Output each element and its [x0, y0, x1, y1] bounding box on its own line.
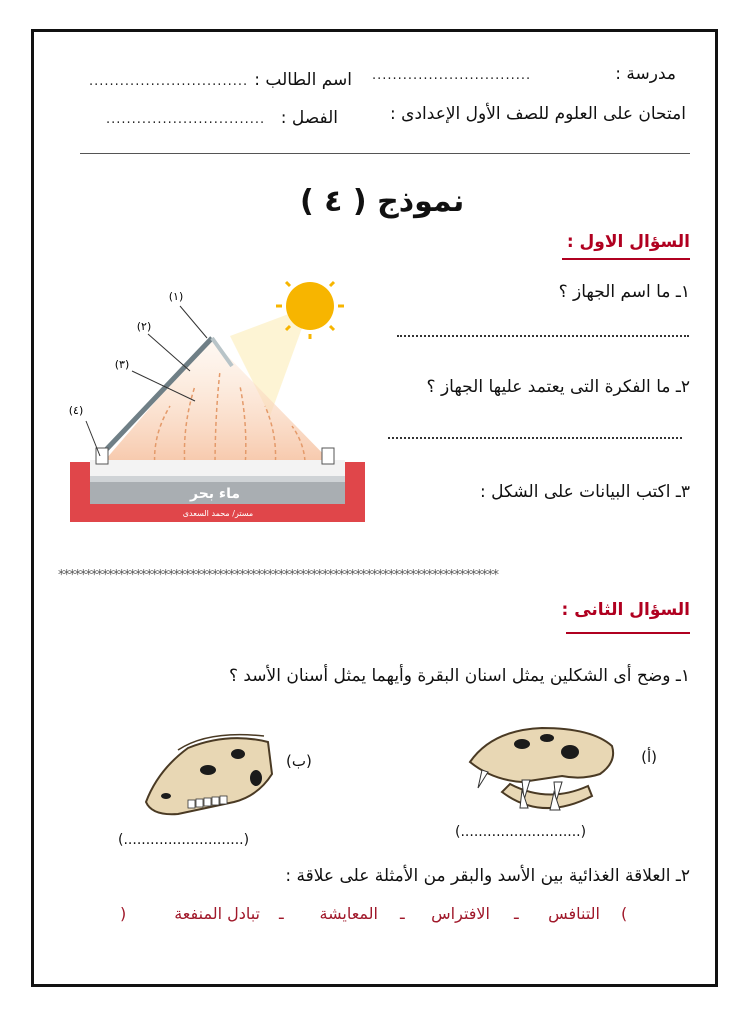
options-open-paren: (: [621, 904, 628, 923]
header-divider: [80, 153, 690, 154]
exam-label: امتحان على العلوم للصف الأول الإعدادى :: [390, 104, 686, 124]
q1-item-1: ١ـ ما اسم الجهاز ؟: [558, 282, 690, 302]
option-mutualism[interactable]: تبادل المنفعة: [174, 904, 260, 923]
page-title: نموذج ( ٤ ): [300, 184, 465, 219]
q2-heading: السؤال الثانى :: [561, 600, 690, 620]
options-sep-2: ـ: [400, 904, 405, 923]
sun-icon: [276, 276, 344, 339]
q2-item-1: ١ـ وضح أى الشكلين يمثل اسنان البقرة وأيهما يمثل أسنان الأسد ؟: [228, 666, 690, 686]
figure-label-2: (٢): [136, 320, 152, 333]
option-predation[interactable]: الافتراس: [431, 904, 490, 923]
skull-b-label: (ب): [286, 752, 312, 770]
school-dots: ...............................: [372, 68, 532, 83]
section-separator: ********************************************************************************: [58, 568, 498, 583]
figure-label-3: (٣): [114, 358, 130, 371]
skull-a-label: (أ): [641, 748, 657, 766]
lion-skull-image: [462, 722, 622, 827]
water-label: ماء بحر: [189, 486, 241, 502]
option-commensalism[interactable]: المعايشة: [319, 904, 378, 923]
class-dots: ...............................: [106, 112, 266, 127]
school-label: مدرسة :: [615, 64, 676, 84]
skull-b-answer[interactable]: (...........................): [118, 832, 250, 848]
skull-a-answer[interactable]: (...........................): [455, 824, 587, 840]
q1-answer-line-2[interactable]: [388, 437, 682, 439]
cow-skull-image: [138, 730, 278, 822]
q1-item-2: ٢ـ ما الفكرة التى يعتمد عليها الجهاز ؟: [426, 377, 690, 397]
class-label: الفصل :: [280, 108, 338, 128]
student-name-dots: ...............................: [89, 74, 249, 89]
option-competition[interactable]: التنافس: [548, 904, 600, 923]
q2-heading-underline: [566, 632, 690, 634]
solar-still-figure: [60, 276, 380, 526]
options-sep-3: ـ: [279, 904, 284, 923]
q1-heading-underline: [562, 258, 690, 260]
q1-answer-line-1[interactable]: [397, 335, 689, 337]
options-close-paren: ): [120, 904, 127, 923]
q1-item-3: ٣ـ اكتب البيانات على الشكل :: [479, 482, 690, 502]
figure-caption: مستر/ محمد السعدى: [182, 509, 254, 518]
student-name-label: اسم الطالب :: [254, 70, 352, 90]
q1-heading: السؤال الاول :: [566, 232, 690, 252]
figure-label-4: (٤): [68, 404, 84, 417]
figure-label-1: (١): [168, 290, 184, 303]
q2-item-2: ٢ـ العلاقة الغذائية بين الأسد والبقر من الأمثلة على علاقة :: [285, 866, 690, 886]
options-sep-1: ـ: [514, 904, 519, 923]
